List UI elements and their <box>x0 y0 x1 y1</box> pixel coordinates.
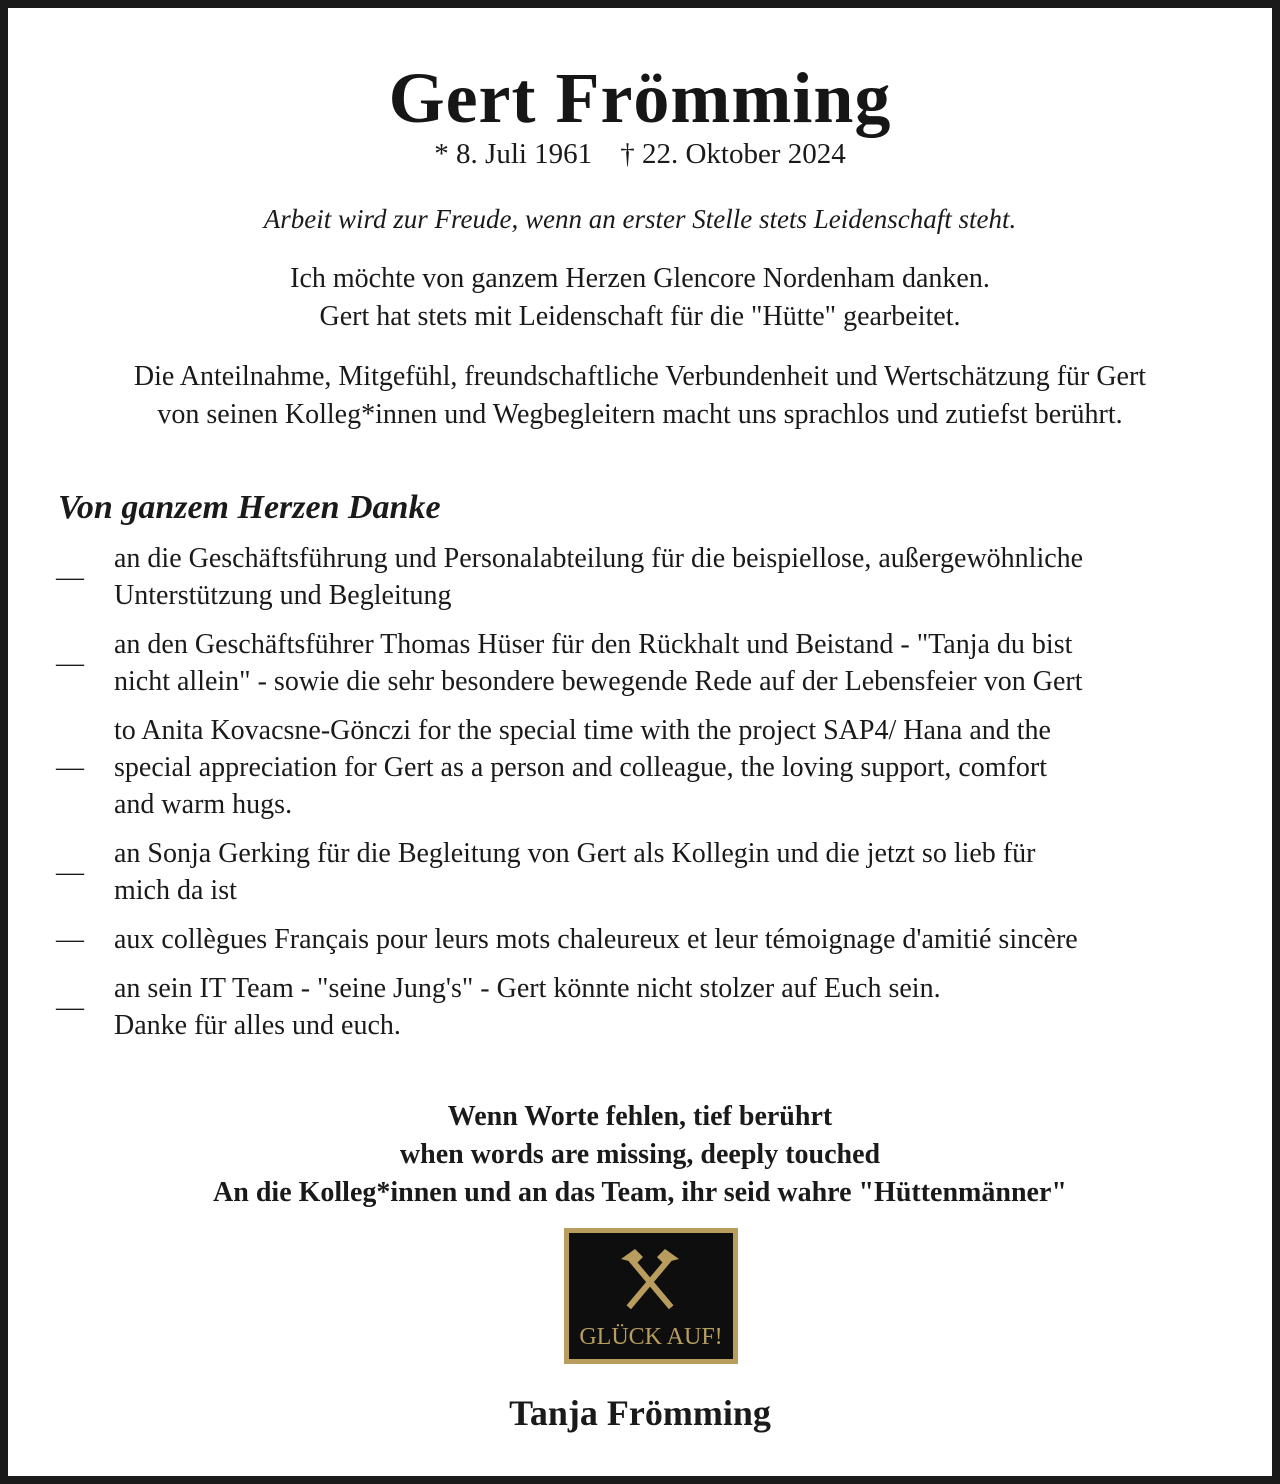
glueck-auf-emblem <box>564 1228 738 1364</box>
list-item-text <box>114 835 1035 909</box>
list-item <box>56 712 1232 823</box>
paragraph-line: Die Anteilnahme, Mitgefühl, freundschaftliche Verbundenheit und Wertschätzung für Gert <box>133 361 1147 392</box>
text-line: special appreciation for Gert as a person and colleague, the loving support, comfort <box>114 752 1048 783</box>
dash-bullet: — <box>56 647 84 679</box>
thanks-paragraph-company <box>48 260 1232 336</box>
list-item-text <box>114 540 1083 614</box>
text-line: Danke für alles und euch. <box>114 1010 401 1041</box>
thanks-list <box>56 540 1232 1056</box>
emblem-panel <box>569 1233 733 1359</box>
list-item <box>56 626 1232 700</box>
closing-line: when words are missing, deeply touched <box>399 1139 881 1170</box>
dash-bullet: — <box>56 924 84 955</box>
thanks-heading: Von ganzem Herzen Danke <box>58 489 441 526</box>
emblem-text: GLÜCK AUF! <box>579 1324 723 1350</box>
text-line: and warm hugs. <box>114 789 293 820</box>
text-line: aux collègues Français pour leurs mots chaleureux et leur témoignage d'amitié sincère <box>114 924 1078 955</box>
life-dates <box>8 136 1272 172</box>
text-line: an sein IT Team - "seine Jung's" - Gert könnte nicht stolzer auf Euch sein. <box>114 973 941 1004</box>
paragraph-line: Ich möchte von ganzem Herzen Glencore Nordenham danken. <box>290 263 990 294</box>
list-item-text <box>114 970 941 1044</box>
dash-bullet: — <box>56 561 84 593</box>
list-item-text <box>114 921 1078 958</box>
crossed-hammers-icon <box>615 1245 685 1315</box>
list-item <box>56 970 1232 1044</box>
list-item <box>56 540 1232 614</box>
text-line: an die Geschäftsführung und Personalabteilung für die beispiellose, außergewöhnliche <box>114 543 1084 574</box>
dash-bullet: — <box>56 752 84 783</box>
text-line: Unterstützung und Begleitung <box>114 580 452 611</box>
motto: Arbeit wird zur Freude, wenn an erster Stelle stets Leidenschaft steht. <box>263 204 1017 234</box>
text-line: to Anita Kovacsne-Gönczi for the special time with the project SAP4/ Hana and the <box>114 715 1051 746</box>
paragraph-line: Gert hat stets mit Leidenschaft für die "Hütte" gearbeitet. <box>319 301 961 332</box>
text-line: mich da ist <box>114 875 237 906</box>
dash-bullet: — <box>56 856 84 888</box>
closing-line: Wenn Worte fehlen, tief berührt <box>447 1101 833 1132</box>
birth-date: * 8. Juli 1961 <box>434 138 593 170</box>
list-item-text <box>114 626 1082 700</box>
text-line: an den Geschäftsführer Thomas Hüser für den Rückhalt und Beistand - "Tanja du bist <box>114 629 1073 660</box>
closing-lines <box>8 1098 1272 1212</box>
closing-line: An die Kolleg*innen und an das Team, ihr seid wahre "Hüttenmänner" <box>213 1177 1067 1208</box>
dash-bullet: — <box>56 991 84 1023</box>
list-item-text <box>114 712 1051 823</box>
paragraph-line: von seinen Kolleg*innen und Wegbegleitern macht uns sprachlos und zutiefst berührt. <box>157 399 1123 430</box>
text-line: an Sonja Gerking für die Begleitung von Gert als Kollegin und die jetzt so lieb für <box>114 838 1036 869</box>
list-item <box>56 835 1232 909</box>
text-line: nicht allein" - sowie die sehr besondere bewegende Rede auf der Lebensfeier von Gert <box>114 666 1083 697</box>
list-item <box>56 921 1232 958</box>
sympathy-paragraph <box>48 358 1232 434</box>
signature-name: Tanja Frömming <box>509 1393 771 1433</box>
deceased-name: Gert Frömming <box>388 58 892 138</box>
death-date: † 22. Oktober 2024 <box>620 138 846 170</box>
